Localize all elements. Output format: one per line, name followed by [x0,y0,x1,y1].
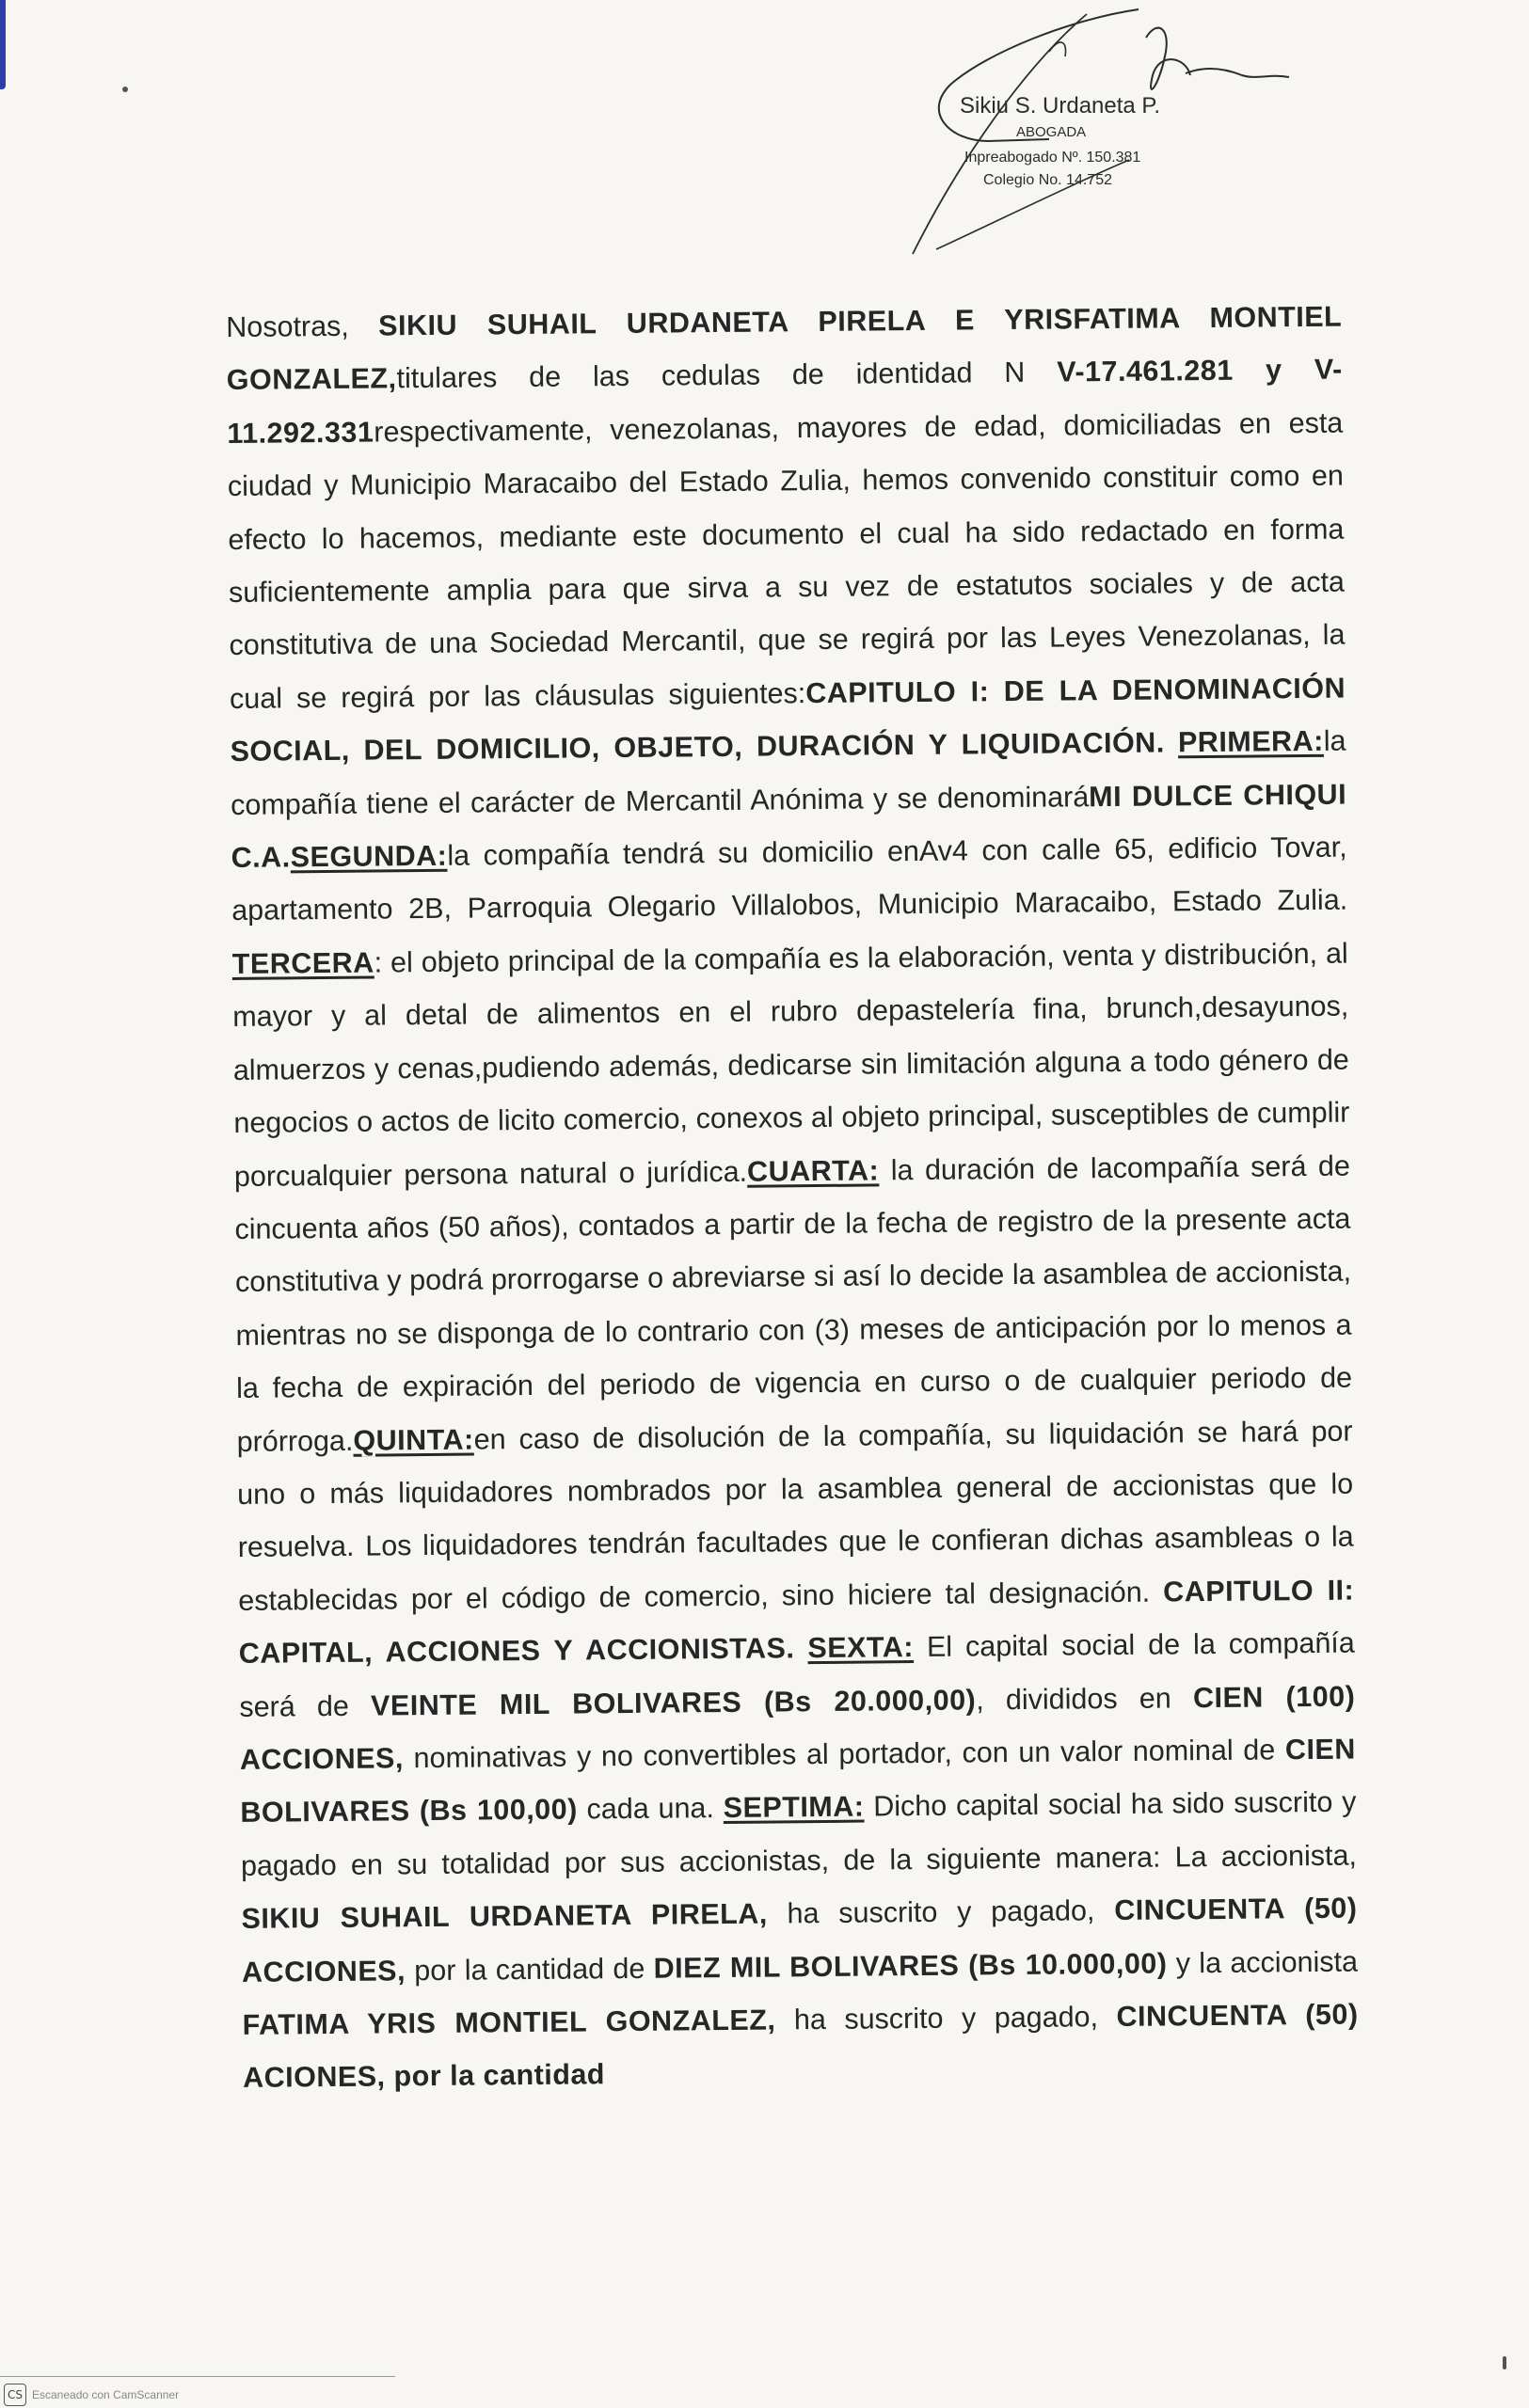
bold-run: FATIMA YRIS MONTIEL GONZALEZ, [242,2004,776,2041]
document-body [226,291,1359,2105]
text-run: Nosotras, [226,309,379,343]
text-run: ha suscrito y pagado, [767,1894,1115,1930]
text-run: cada una. [577,1792,724,1826]
text-run: El capital social de la compañía será de [239,1626,1355,1723]
stamp-colegio: Colegio No. 14.752 [983,172,1112,188]
text-run: la duración de lacompañía será de cincuenta años (50 años), contados a partir de la fecha de registro de la presente acta constitutiva y podrá prorrogarse o abreviarse si así lo decide la asamblea de accionista, mientras no se disponga de lo contrario con (3) meses de anticipación por lo menos a la fecha de expiración del periodo de vigencia en curso o de cualquier periodo de prórroga. [234,1149,1353,1458]
scan-speck [122,87,128,92]
stamp-name: Sikiu S. Urdaneta P. [960,93,1161,119]
text-run: ha suscrito y pagado, [775,2000,1117,2036]
bold-run: CIEN (100) ACCIONES, [239,1680,1356,1776]
clause-label: CUARTA: [746,1153,880,1188]
bold-run: DIEZ MIL BOLIVARES (Bs 10.000,00) [653,1947,1168,1985]
camscanner-watermark: Escaneado con CamScanner [32,2388,180,2401]
bold-run: CINCUENTA (50) ACCIONES, [241,1892,1358,1988]
text-run: Dicho capital social ha sido suscrito y pagado en su totalidad por sus accionistas, de la siguiente manera: La accionista, [240,1785,1358,1882]
text-run: respectivamente, venezolanas, mayores de edad, domiciliadas en esta ciudad y Municipio Maracaibo del Estado Zulia, hemos convenido constituir como en efecto lo hacemos, mediante este documento el cual ha sido redactado en forma suficientemente amplia para que sirva a su vez de estatutos sociales y de acta constitutiva de una Sociedad Mercantil, que se regirá por las Leyes Venezolanas, la cual se regirá por las cláusulas siguientes: [227,406,1346,715]
bold-run: CINCUENTA (50) ACIONES, por la cantidad [242,1998,1359,2095]
chapter-heading: CAPITULO I: DE LA DENOMINACIÓN SOCIAL, DEL DOMICILIO, OBJETO, DURACIÓN Y LIQUIDACIÓN. [230,672,1346,768]
clause-label: QUINTA: [353,1423,474,1457]
stamp-inpreabogado: Inpreabogado Nº. 150.381 [964,150,1141,166]
text-run: titulares de las cedulas de identidad N [396,356,1058,395]
chapter-heading: CAPITULO II: CAPITAL, ACCIONES Y ACCIONISTAS. [238,1574,1355,1671]
scan-speck [1503,2356,1506,2369]
clause-label: PRIMERA: [1177,725,1324,759]
text-run: nominativas y no convertibles al portador, con un valor nominal de [403,1734,1286,1775]
scan-edge-mark [0,0,6,89]
footer-divider [0,2376,395,2377]
bold-run: V-17.461.281 y V-11.292.331 [227,354,1343,450]
lawyer-stamp-signature [847,0,1374,282]
clause-label: SEPTIMA: [723,1790,865,1825]
bold-run: VEINTE MIL BOLIVARES (Bs 20.000,00) [370,1683,977,1722]
bold-run: SIKIU SUHAIL URDANETA PIRELA E YRISFATIMA MONTIEL GONZALEZ, [226,300,1343,397]
scanner-footer [0,2376,395,2408]
clause-label: SEGUNDA: [290,839,448,874]
text-run: , divididos en [976,1681,1194,1716]
text-run: y la accionista [1167,1945,1359,1980]
text-run: : el objeto principal de la compañía es la elaboración, venta y distribución, al mayor y al detal de alimentos en el rubro depastelería fina, brunch,desayunos, almuerzos y cenas,pudiendo además, dedicarse sin limitación alguna a todo género de negocios o actos de licito comercio, conexos al objeto principal, susceptibles de cumplir porcualquier persona natural o jurídica. [232,937,1350,1193]
stamp-title: ABOGADA [1016,124,1087,140]
text-run: por la cantidad de [405,1952,654,1987]
camscanner-logo-icon: CS [4,2384,26,2406]
text-run: la compañía tiene el carácter de Mercantil Anónima y se denominará [230,724,1346,821]
bold-run: CIEN BOLIVARES (Bs 100,00) [240,1733,1356,1830]
text-run: en caso de disolución de la compañía, su liquidación se hará por uno o más liquidadores nombrados por la asamblea general de accionistas que lo resuelva. Los liquidadores tendrán facultades que le confieran dichas asambleas o la establecidas por el código de comercio, sino hiciere tal designación. [237,1415,1354,1617]
company-name: MI DULCE CHIQUI C.A. [231,778,1347,875]
clause-label: TERCERA [231,946,374,980]
clause-label: SEXTA: [807,1631,915,1665]
bold-run: SIKIU SUHAIL URDANETA PIRELA, [241,1897,768,1936]
text-run: la compañía tendrá su domicilio enAv4 con calle 65, edificio Tovar, apartamento 2B, Parroquia Olegario Villalobos, Municipio Maracaibo, Estado Zulia. [231,831,1348,927]
